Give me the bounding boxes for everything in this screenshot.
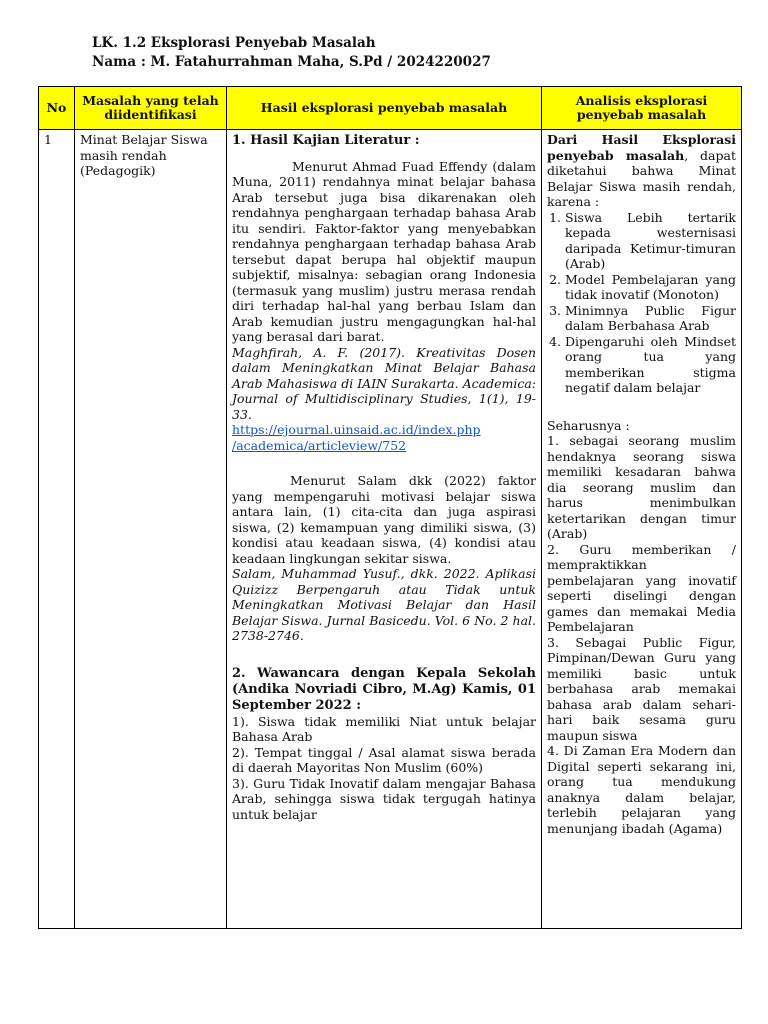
literature-paragraph-1: Menurut Ahmad Fuad Effendy (dalam Muna, 2011) rendahnya minat belajar bahasa Arab tersebut juga bisa dikarenakan oleh rendahnya penghargaan terhadap bahasa Arab itu sendiri. Faktor-faktor yang menyebabkan rendahnya penghargaan terhadap bahasa Arab tersebut dapat berupa hal objektif maupun subjektif, misalnya: sebagian orang Indonesia (termasuk yang muslim) justru merasa rendah diri terhadap hal-hal yang berbau Islam dan Arab kemudian justru mengagungkan hal-hal yang berasal dari barat. (232, 158, 536, 344)
analysis-intro (547, 132, 736, 210)
author-name-line: Nama : M. Fatahurrahman Maha, S.Pd / 2024220027 (92, 54, 491, 70)
citation-1: Maghfirah, A. F. (2017). Kreativitas Dosen dalam Meningkatkan Minat Belajar Bahasa Arab Mahasiswa di IAIN Surakarta. Academica: Journal of Multidisciplinary Studies, 1(1), 19-33. (232, 344, 536, 422)
seharusnya-item: 4. Di Zaman Era Modern dan Digital seperti sekarang ini, orang tua mendukung anaknya dalam belajar, terlebih pelajaran yang menunjang ibadah (Agama) (547, 743, 736, 836)
cell-masalah: Minat Belajar Siswa masih rendah (Pedagogik) (75, 130, 227, 929)
seharusnya-item: 3. Sebagai Public Figur, Pimpinan/Dewan Guru yang memiliki basic untuk berbahasa arab memakai bahasa arab dalam sehari-hari baik sesama guru maupun siswa (547, 634, 736, 743)
analysis-intro-bold: Dari Hasil Eksplorasi penyebab masalah (547, 132, 736, 163)
column-header-hasil: Hasil eksplorasi penyebab masalah (227, 87, 542, 130)
column-header-masalah: Masalah yang telah diidentifikasi (75, 87, 227, 130)
analysis-intro-rest: , dapat diketahui bahwa Minat Belajar Siswa masih rendah, karena : (547, 147, 736, 209)
interview-item: 3). Guru Tidak Inovatif dalam mengajar Bahasa Arab, sehingga siswa tidak tergugah hatinya untuk belajar (232, 775, 536, 822)
list-item: 2. Model Pembelajaran yang tidak inovatif (Monoton) (565, 272, 736, 303)
cell-no: 1 (39, 130, 75, 929)
document-heading (92, 34, 491, 72)
interview-item: 1). Siswa tidak memiliki Niat untuk belajar Bahasa Arab (232, 713, 536, 744)
column-header-no: No (39, 87, 75, 130)
seharusnya-item: 1. sebagai seorang muslim hendaknya seorang siswa memiliki kesadaran bahwa dia seorang muslim dan harus menimbulkan ketertarikan dengan timur (Arab) (547, 433, 736, 541)
seharusnya-title: Seharusnya : (547, 417, 630, 433)
interview-item: 2). Tempat tinggal / Asal alamat siswa berada di daerah Mayoritas Non Muslim (60%) (232, 744, 536, 775)
reference-link-part-2[interactable]: /academica/articleview/752 (232, 437, 407, 453)
cell-analisis (542, 130, 742, 929)
exploration-table (38, 86, 742, 929)
literature-section-title: 1. Hasil Kajian Literatur : (232, 133, 420, 148)
literature-paragraph-2: Menurut Salam dkk (2022) faktor yang mempengaruhi motivasi belajar siswa antara lain, (1) cita-cita dan juga aspirasi siswa, (2) kemampuan yang dimiliki siswa, (3) kondisi atau keadaan siswa, (4) kondisi atau keadaan lingkungan sekitar siswa. (232, 473, 536, 566)
cause-list (547, 210, 736, 396)
spacer (232, 453, 536, 473)
interview-section-title: 2. Wawancara dengan Kepala Sekolah (Andika Novriadi Cibro, M.Ag) Kamis, 01 September 2022 : (232, 665, 536, 713)
spacer (232, 644, 536, 666)
citation-2: Salam, Muhammad Yusuf., dkk. 2022. Aplikasi Quizizz Berpengaruh atau Tidak untuk Meningkatkan Motivasi Belajar dan Hasil Belajar Siswa. Jurnal Basicedu. Vol. 6 No. 2 hal. 2738-2746. (232, 566, 536, 643)
list-item: 1. Siswa Lebih tertarik kepada westernisasi daripada Ketimur-timuran (Arab) (565, 210, 736, 272)
reference-link-part-1[interactable]: https://ejournal.uinsaid.ac.id/index.php (232, 422, 481, 437)
seharusnya-item: 2. Guru memberikan / mempraktikkan pembelajaran yang inovatif seperti diselingi dengan games dan memakai Media Pembelajaran (547, 541, 736, 634)
table-header-row (39, 87, 742, 130)
list-item: 3. Minimnya Public Figur dalam Berbahasa Arab (565, 303, 736, 334)
worksheet-title: LK. 1.2 Eksplorasi Penyebab Masalah (92, 35, 376, 51)
list-item: 4. Dipengaruhi oleh Mindset orang tua yang memberikan stigma negatif dalam belajar (565, 334, 736, 396)
cell-hasil (227, 130, 542, 929)
column-header-analisis: Analisis eksplorasi penyebab masalah (542, 87, 742, 130)
table-row (39, 130, 742, 929)
